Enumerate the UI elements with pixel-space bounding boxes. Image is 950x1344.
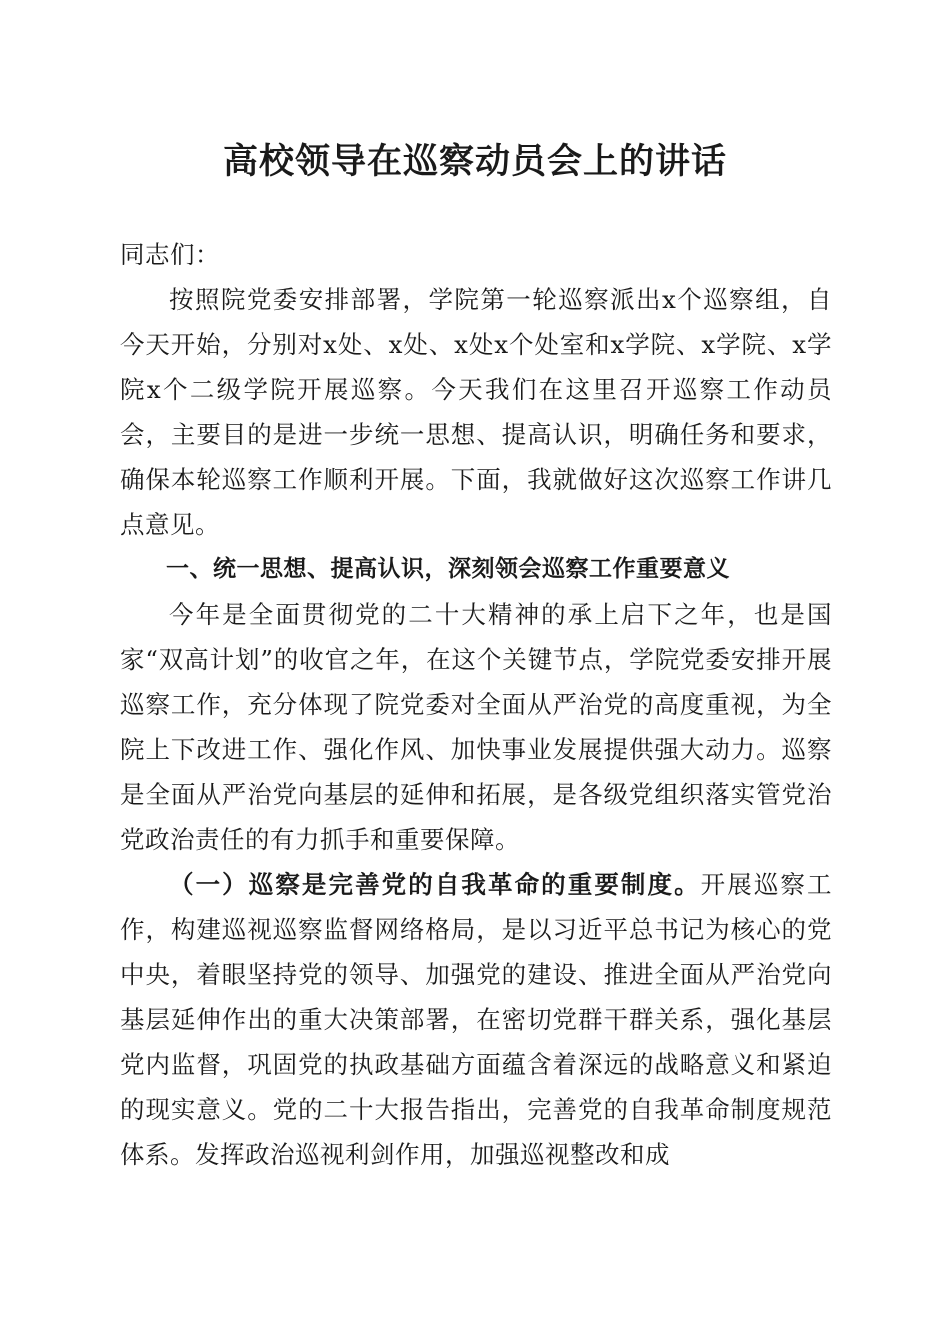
subsection-paragraph <box>120 862 832 1177</box>
salutation: 同志们： <box>120 240 220 269</box>
intro-paragraph: 按照院党委安排部署，学院第一轮巡察派出x个巡察组，自今天开始，分别对x处、x处、x处x个处室和x学院、x学院、x学院x个二级学院开展巡察。今天我们在这里召开巡察工作动员会，主要目的是进一步统一思想、提高认识，明确任务和要求，确保本轮巡察工作顺利开展。下面，我就做好这次巡察工作讲几点意见。 <box>120 285 832 539</box>
document-body <box>120 232 832 1177</box>
subsection-heading: （一）巡察是完善党的自我革命的重要制度。 <box>169 870 701 899</box>
subsection-text: 开展巡察工作，构建巡视巡察监督网络格局，是以习近平总书记为核心的党中央，着眼坚持党的领导、加强党的建设、推进全面从严治党向基层延伸作出的重大决策部署，在密切党群干群关系，强化基层党内监督，巩固党的执政基础方面蕴含着深远的战略意义和紧迫的现实意义。党的二十大报告指出，完善党的自我革命制度规范体系。发挥政治巡视利剑作用，加强巡视整改和成 <box>120 870 833 1169</box>
section-paragraph: 今年是全面贯彻党的二十大精神的承上启下之年，也是国家“双高计划”的收官之年，在这个关键节点，学院党委安排开展巡察工作，充分体现了院党委对全面从严治党的高度重视，为全院上下改进工作、强化作风、加快事业发展提供强大动力。巡察是全面从严治党向基层的延伸和拓展，是各级党组织落实管党治党政治责任的有力抓手和重要保障。 <box>120 600 832 854</box>
document-title: 高校领导在巡察动员会上的讲话 <box>222 141 727 182</box>
section-heading: 一、统一思想、提高认识，深刻领会巡察工作重要意义 <box>166 556 730 582</box>
